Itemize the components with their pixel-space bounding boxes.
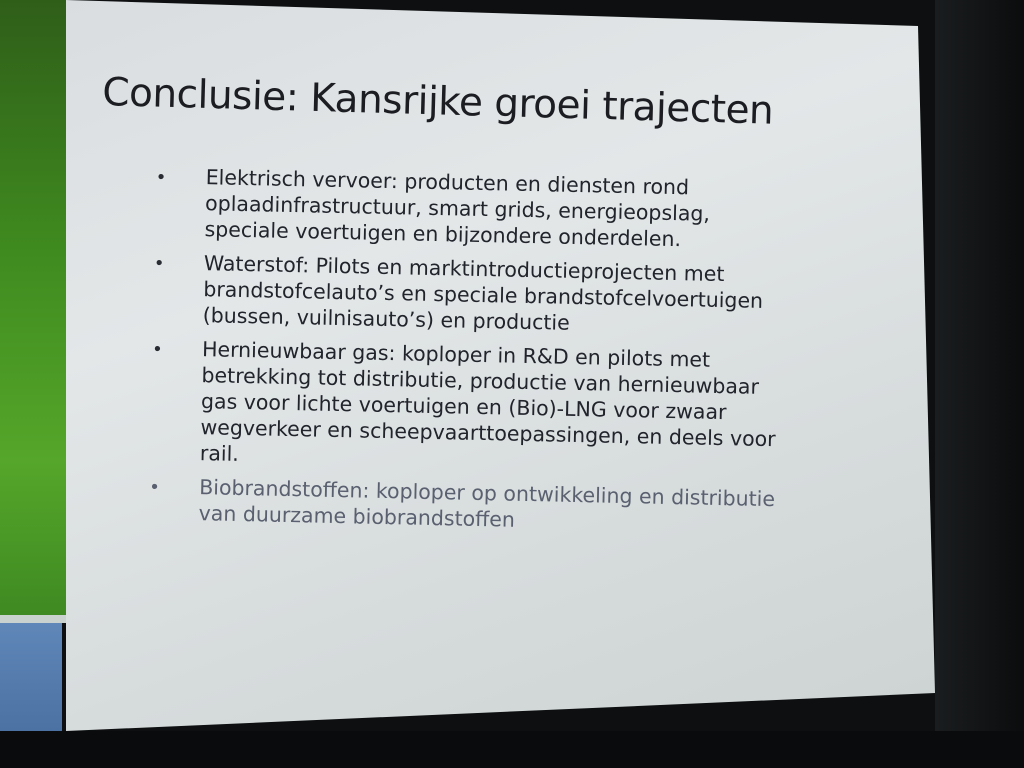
bullet-item-elektrisch-vervoer — [148, 163, 789, 254]
slide-title: Conclusie: Kansrijke groei trajecten — [101, 70, 774, 134]
accent-bar-divider — [0, 615, 66, 623]
bullet-text: Hernieuwbaar gas: koploper in R&D en pilots met betrekking tot distributie, productie van hernieuwbaar gas voor lichte voertuigen en (Bio)-LNG voor zwaar wegverkeer en scheepvaarttoepassingen, en deels voor rail. — [199, 337, 776, 466]
bullet-marker: • — [148, 477, 161, 499]
bullet-marker: • — [153, 253, 165, 275]
bullet-item-biobrandstoffen — [142, 473, 783, 538]
monitor-bezel-right — [935, 0, 1024, 768]
bullet-list — [142, 163, 790, 546]
bullet-text: Elektrisch vervoer: producten en diensten rond oplaadinfrastructuur, smart grids, energieopslag, speciale voertuigen en bijzondere onderdelen. — [204, 165, 711, 252]
bullet-item-waterstof — [147, 249, 788, 340]
bullet-text: Biobrandstoffen: koploper op ontwikkeling en distributie van duurzame biobrandstoffen — [198, 475, 776, 532]
monitor-bezel-bottom — [0, 731, 1024, 768]
bullet-text: Waterstof: Pilots en marktintroductieprojecten met brandstofcelauto’s en speciale brandstofcelvoertuigen (bussen, vuilnisauto’s) en productie — [202, 251, 764, 335]
bullet-marker: • — [155, 167, 167, 189]
bullet-marker: • — [151, 339, 163, 361]
bullet-item-hernieuwbaar-gas — [144, 335, 787, 478]
green-accent-bar — [0, 0, 66, 615]
blue-accent-bar — [0, 623, 62, 731]
